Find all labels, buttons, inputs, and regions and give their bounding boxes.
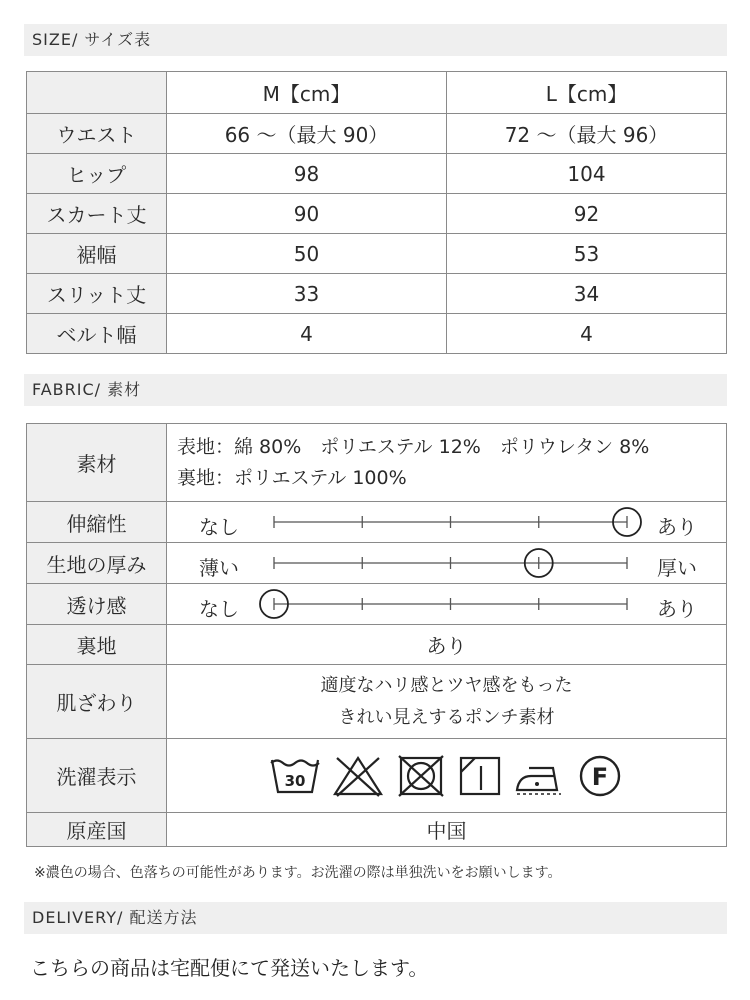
no-bleach-icon xyxy=(331,754,385,798)
table-row xyxy=(27,274,727,314)
delivery-section-title: DELIVERY/ 配送方法 xyxy=(32,908,198,927)
stretch-scale-graphic xyxy=(167,503,727,541)
size-table xyxy=(26,71,727,354)
material-outer: 表地：綿 80% ポリエステル 12% ポリウレタン 8% xyxy=(177,435,650,458)
care-icons xyxy=(167,754,726,798)
thickness-scale-graphic xyxy=(167,544,727,582)
care-label: 洗濯表示 xyxy=(27,739,167,813)
size-value-l: 92 xyxy=(447,194,727,234)
scale-right-text: あり xyxy=(657,515,697,539)
lining-label: 裏地 xyxy=(27,625,167,665)
size-value-m: 33 xyxy=(167,274,447,314)
size-row-label: ウエスト xyxy=(27,114,167,154)
origin-row xyxy=(27,813,727,847)
sheerness-scale-cell xyxy=(167,584,727,625)
size-value-l: 104 xyxy=(447,154,727,194)
stretch-scale-cell xyxy=(167,502,727,543)
dry-clean-letter: F xyxy=(591,762,608,791)
table-row xyxy=(27,114,727,154)
lining-row xyxy=(27,625,727,665)
scale-left-text: なし xyxy=(199,597,239,621)
scale-right-text: 厚い xyxy=(657,556,697,580)
thickness-scale xyxy=(167,544,727,582)
size-row-label: 裾幅 xyxy=(27,234,167,274)
sheerness-row xyxy=(27,584,727,625)
thickness-label: 生地の厚み xyxy=(27,543,167,584)
dry-clean-f-icon xyxy=(575,754,625,798)
sheerness-scale-graphic xyxy=(167,585,727,623)
care-icons-cell xyxy=(167,739,727,813)
size-row-label: スリット丈 xyxy=(27,274,167,314)
size-table-corner xyxy=(27,72,167,114)
wash-temp-text: 30 xyxy=(284,771,305,790)
table-row xyxy=(27,194,727,234)
material-value xyxy=(167,424,727,502)
size-value-m: 4 xyxy=(167,314,447,354)
material-lining: 裏地：ポリエステル 100% xyxy=(177,466,407,489)
size-row-label: ヒップ xyxy=(27,154,167,194)
scale-left-text: なし xyxy=(199,515,239,539)
table-row xyxy=(27,154,727,194)
sheerness-label: 透け感 xyxy=(27,584,167,625)
lining-value: あり xyxy=(167,625,727,665)
delivery-text: こちらの商品は宅配便にて発送いたします。 xyxy=(30,956,429,980)
fabric-table xyxy=(26,423,727,847)
origin-label: 原産国 xyxy=(27,813,167,847)
origin-value: 中国 xyxy=(167,813,727,847)
material-label: 素材 xyxy=(27,424,167,502)
stretch-row xyxy=(27,502,727,543)
no-tumble-dry-icon xyxy=(395,754,447,798)
stretch-label: 伸縮性 xyxy=(27,502,167,543)
texture-label: 肌ざわり xyxy=(27,665,167,739)
size-value-m: 98 xyxy=(167,154,447,194)
size-column-l: L【cm】 xyxy=(447,72,727,114)
texture-line-1: 適度なハリ感とツヤ感をもった xyxy=(320,674,573,696)
size-row-label: ベルト幅 xyxy=(27,314,167,354)
size-value-l: 4 xyxy=(447,314,727,354)
size-value-m: 50 xyxy=(167,234,447,274)
texture-row xyxy=(27,665,727,739)
scale-left-text: 薄い xyxy=(199,556,239,580)
fabric-section-title: FABRIC/ 素材 xyxy=(32,380,142,399)
care-note: ※濃色の場合、色落ちの可能性があります。お洗濯の際は単独洗いをお願いします。 xyxy=(34,865,562,881)
size-section-title: SIZE/ サイズ表 xyxy=(32,30,152,49)
sheerness-scale xyxy=(167,585,727,623)
thickness-row xyxy=(27,543,727,584)
care-row xyxy=(27,739,727,813)
size-value-m: 66 ～（最大 90） xyxy=(167,114,447,154)
size-column-m: M【cm】 xyxy=(167,72,447,114)
size-value-l: 72 ～（最大 96） xyxy=(447,114,727,154)
table-row xyxy=(27,234,727,274)
texture-line-2: きれい見えするポンチ素材 xyxy=(338,706,555,728)
size-value-m: 90 xyxy=(167,194,447,234)
texture-value xyxy=(167,665,727,739)
size-value-l: 34 xyxy=(447,274,727,314)
thickness-scale-cell xyxy=(167,543,727,584)
table-row xyxy=(27,314,727,354)
line-dry-shade-icon xyxy=(457,754,503,798)
iron-low-icon xyxy=(513,754,565,798)
material-row xyxy=(27,424,727,502)
size-table-header-row xyxy=(27,72,727,114)
scale-right-text: あり xyxy=(657,597,697,621)
wash-30-icon xyxy=(269,754,321,798)
fabric-section-header xyxy=(24,374,727,406)
size-section-header xyxy=(24,24,727,56)
size-value-l: 53 xyxy=(447,234,727,274)
delivery-section-header xyxy=(24,902,727,934)
stretch-scale xyxy=(167,503,727,541)
size-row-label: スカート丈 xyxy=(27,194,167,234)
